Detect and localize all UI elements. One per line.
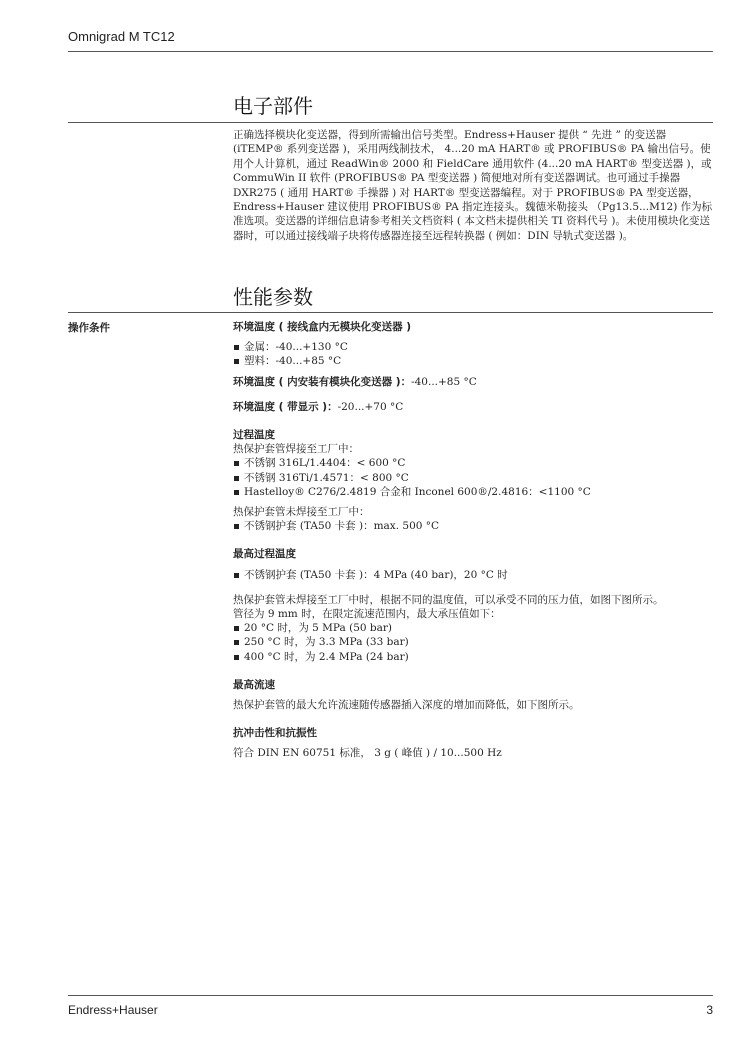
max-flow-text: 热保护套管的最大允许流速随传感器插入深度的增加而降低，如下图所示。 — [233, 699, 580, 712]
ambient-temp-heading-2: 环境温度 ( 内安装有模块化变送器 )： — [233, 375, 412, 388]
side-label-operating-conditions: 操作条件 — [68, 322, 110, 334]
list-item: 金属：-40...+130 °C — [233, 340, 713, 354]
list-item: 400 °C 时，为 2.4 MPa (24 bar) — [233, 650, 713, 664]
process-temp-unwelded-list — [233, 519, 713, 533]
performance-content — [233, 320, 713, 761]
list-item: 不锈钢护套 (TA50 卡套 )：4 MPa (40 bar)，20 °C 时 — [233, 568, 713, 582]
section-heading-electronics: 电子部件 — [233, 94, 313, 118]
section-divider-electronics — [68, 122, 713, 123]
header-divider — [68, 51, 713, 52]
ambient-temp-value-2: -40...+85 °C — [411, 375, 477, 388]
ambient-temp-value-3: -20...+70 °C — [337, 400, 404, 413]
process-temp-unwelded-label: 热保护套管未焊接至工厂中： — [233, 506, 370, 519]
max-pressure-list — [233, 568, 713, 582]
shock-text: 符合 DIN EN 60751 标准， 3 g ( 峰值 ) / 10...500 Hz — [233, 747, 502, 760]
shock-heading: 抗冲击性和抗振性 — [233, 727, 317, 740]
max-pressure-note-2: 管径为 9 mm 时，在限定流速范围内，最大承压值如下： — [233, 608, 501, 621]
footer-brand: Endress+Hauser — [68, 1003, 158, 1017]
process-temp-welded-label: 热保护套管焊接至工厂中： — [233, 443, 359, 456]
ambient-temp-line-2 — [233, 375, 713, 389]
max-pressure-note-1: 热保护套管未焊接至工厂中时，根据不同的温度值，可以承受不同的压力值，如图下图所示。 — [233, 593, 664, 606]
ambient-temp-line-3 — [233, 400, 713, 414]
list-item: 250 °C 时，为 3.3 MPa (33 bar) — [233, 635, 713, 649]
ambient-temp-heading-3: 环境温度 ( 带显示 )： — [233, 400, 338, 413]
process-temp-heading: 过程温度 — [233, 429, 275, 442]
document-title: Omnigrad M TC12 — [68, 29, 175, 44]
max-flow-heading: 最高流速 — [233, 678, 275, 691]
ambient-temp-heading-1: 环境温度 ( 接线盒内无模块化变送器 ) — [233, 321, 412, 333]
process-temp-welded-list — [233, 456, 713, 499]
list-item: 不锈钢 316Ti/1.4571：< 800 °C — [233, 471, 713, 485]
footer-divider — [68, 995, 713, 996]
electronics-paragraph: 正确选择模块化变送器，得到所需输出信号类型。Endress+Hauser 提供 “ 先进 ” 的变送器 (iTEMP® 系列变送器 )，采用两线制技术， 4...20 mA HART® 或 PROFIBUS® PA 输出信号。使用个人计算机，通过 ReadWin® 2000 和 FieldCare 通用软件 (4...20 mA HART® 型变送器 )，或 CommuWin II 软件 (PROFIBUS® PA 型变送器 ) 简便地对所有变送器调试。也可通过手操器 DXR275 ( 通用 HART® 手操器 ) 对 HART® 型变送器编程。对于 PROFIBUS® PA 型变送器，Endress+Hauser 建议使用 PROFIBUS® PA 指定连接头。魏德米勒接头 （Pg13.5...M12) 作为标准选项。变送器的详细信息请参考相关文档资料 ( 本文档未提供相关 TI 资料代号 )。未使用模块化变送器时，可以通过接线端子块将传感器连接至远程转换器 ( 例如：DIN 导轨式变送器 )。 — [233, 129, 713, 242]
max-pressure-heading: 最高过程温度 — [233, 548, 296, 561]
ambient-temp-list — [233, 340, 713, 368]
section-divider-performance — [68, 312, 713, 313]
list-item: 不锈钢护套 (TA50 卡套 )：max. 500 °C — [233, 519, 713, 533]
list-item: 20 °C 时，为 5 MPa (50 bar) — [233, 621, 713, 635]
list-item: 塑料：-40...+85 °C — [233, 354, 713, 368]
page-number: 3 — [706, 1003, 713, 1017]
list-item: Hastelloy® C276/2.4819 合金和 Inconel 600®/2.4816：<1100 °C — [233, 485, 713, 499]
max-pressure-values — [233, 621, 713, 664]
section-heading-performance: 性能参数 — [233, 285, 313, 309]
list-item: 不锈钢 316L/1.4404：< 600 °C — [233, 456, 713, 470]
